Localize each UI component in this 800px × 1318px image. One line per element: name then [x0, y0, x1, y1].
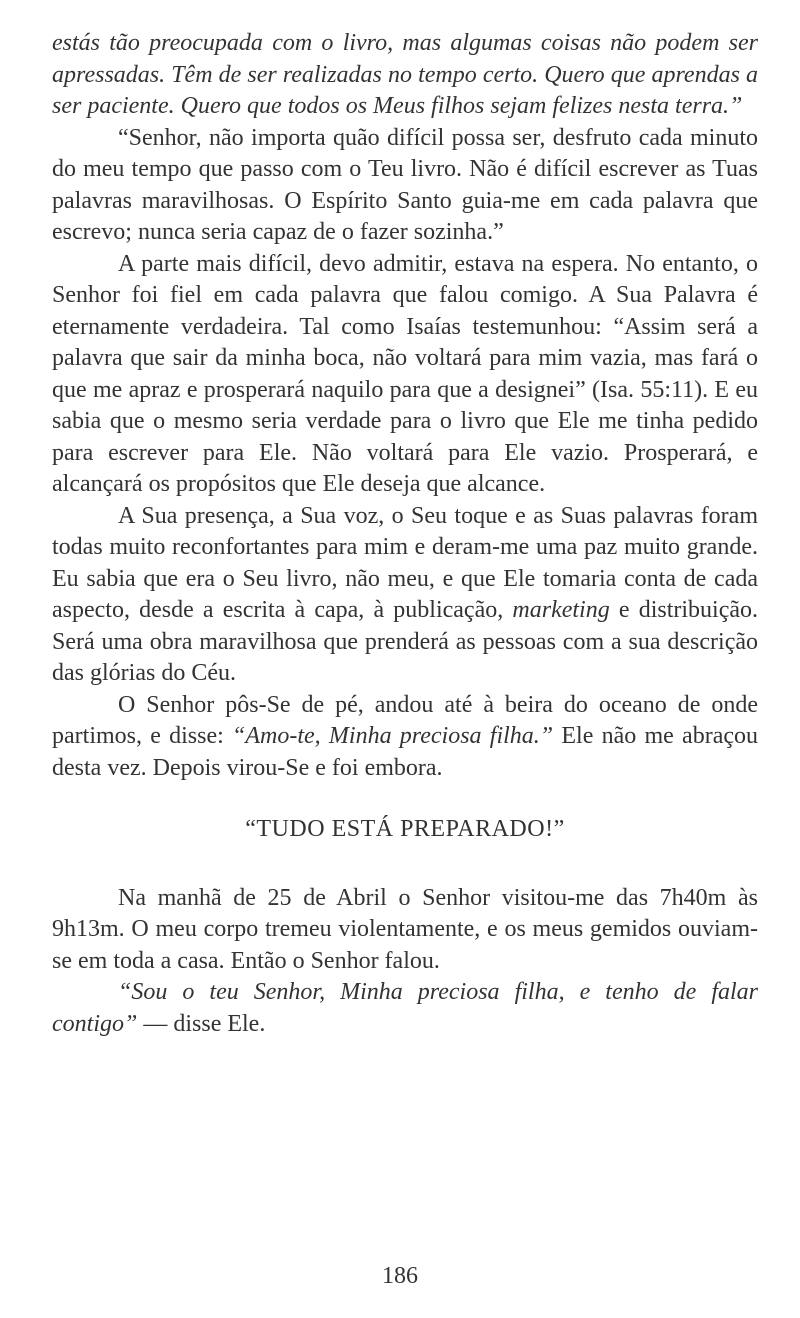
paragraph-5 [52, 690, 758, 785]
paragraph-2: “Senhor, não importa quão difícil possa ser, desfruto cada minuto do meu tempo que passo com o Teu livro. Não é difícil escrever as Tuas palavras maravilhosas. O Espírito Santo guia-me em cada palavra que escrevo; nunca seria capaz de o fazer sozinha.” [52, 124, 758, 245]
paragraph-7 [52, 977, 758, 1040]
paragraph-5-quote: “Amo-te, Minha preciosa filha.” [232, 723, 554, 749]
paragraph-5-text-a: O Senhor pôs-Se de pé, andou até à beira do oceano de onde partimos, e disse: [52, 691, 758, 749]
section-heading: “TUDO ESTÁ PREPARADO!” [245, 816, 565, 842]
paragraph-5-text-c: Ele não me abraçou desta vez. Depois virou-Se e foi embora. [52, 723, 758, 781]
page-number: 186 [382, 1263, 418, 1289]
paragraph-1: estás tão preocupada com o livro, mas algumas coisas não podem ser apressadas. Têm de ser realizadas no tempo certo. Quero que aprendas a ser paciente. Quero que todos os Meus filhos sejam felizes nesta terra.” [52, 30, 758, 119]
paragraph-7-quote: “Sou o teu Senhor, Minha preciosa filha, e tenho de falar contigo” [52, 979, 758, 1037]
paragraph-3: A parte mais difícil, devo admitir, estava na espera. No entanto, o Senhor foi fiel em cada palavra que falou comigo. A Sua Palavra é eternamente verdadeira. Tal como Isaías testemunhou: “Assim será a palavra que sair da minha boca, não voltará para mim vazia, mas fará o que me apraz e prosperará naquilo para que a designei” (Isa. 55:11). E eu sabia que o mesmo seria verdade para o livro que Ele me tinha pedido para escrever para Ele. Não voltará para Ele vazio. Prosperará, e alcançará os propósitos que Ele deseja que alcance. [52, 250, 758, 497]
page-body [52, 28, 758, 1040]
paragraph-4 [52, 501, 758, 690]
paragraph-4-text-c: e distribuição. Será uma obra maravilhosa que prenderá as pessoas com a sua descrição das glórias do Céu. [52, 597, 759, 686]
paragraph-6: Na manhã de 25 de Abril o Senhor visitou-me das 7h40m às 9h13m. O meu corpo tremeu violentamente, e os meus gemidos ouviam-se em toda a casa. Então o Senhor falou. [52, 884, 758, 974]
paragraph-4-italic-term: marketing [512, 597, 610, 623]
paragraph-7-text-b: — disse Ele. [137, 1010, 266, 1037]
paragraph-4-text-a: A Sua presença, a Sua voz, o Seu toque e as Suas palavras foram todas muito reconfortantes para mim e deram-me uma paz muito grande. Eu sabia que era o Seu livro, não meu, e que Ele tomaria conta de cada aspecto, desde a escrita à capa, à publicação, [52, 502, 758, 623]
